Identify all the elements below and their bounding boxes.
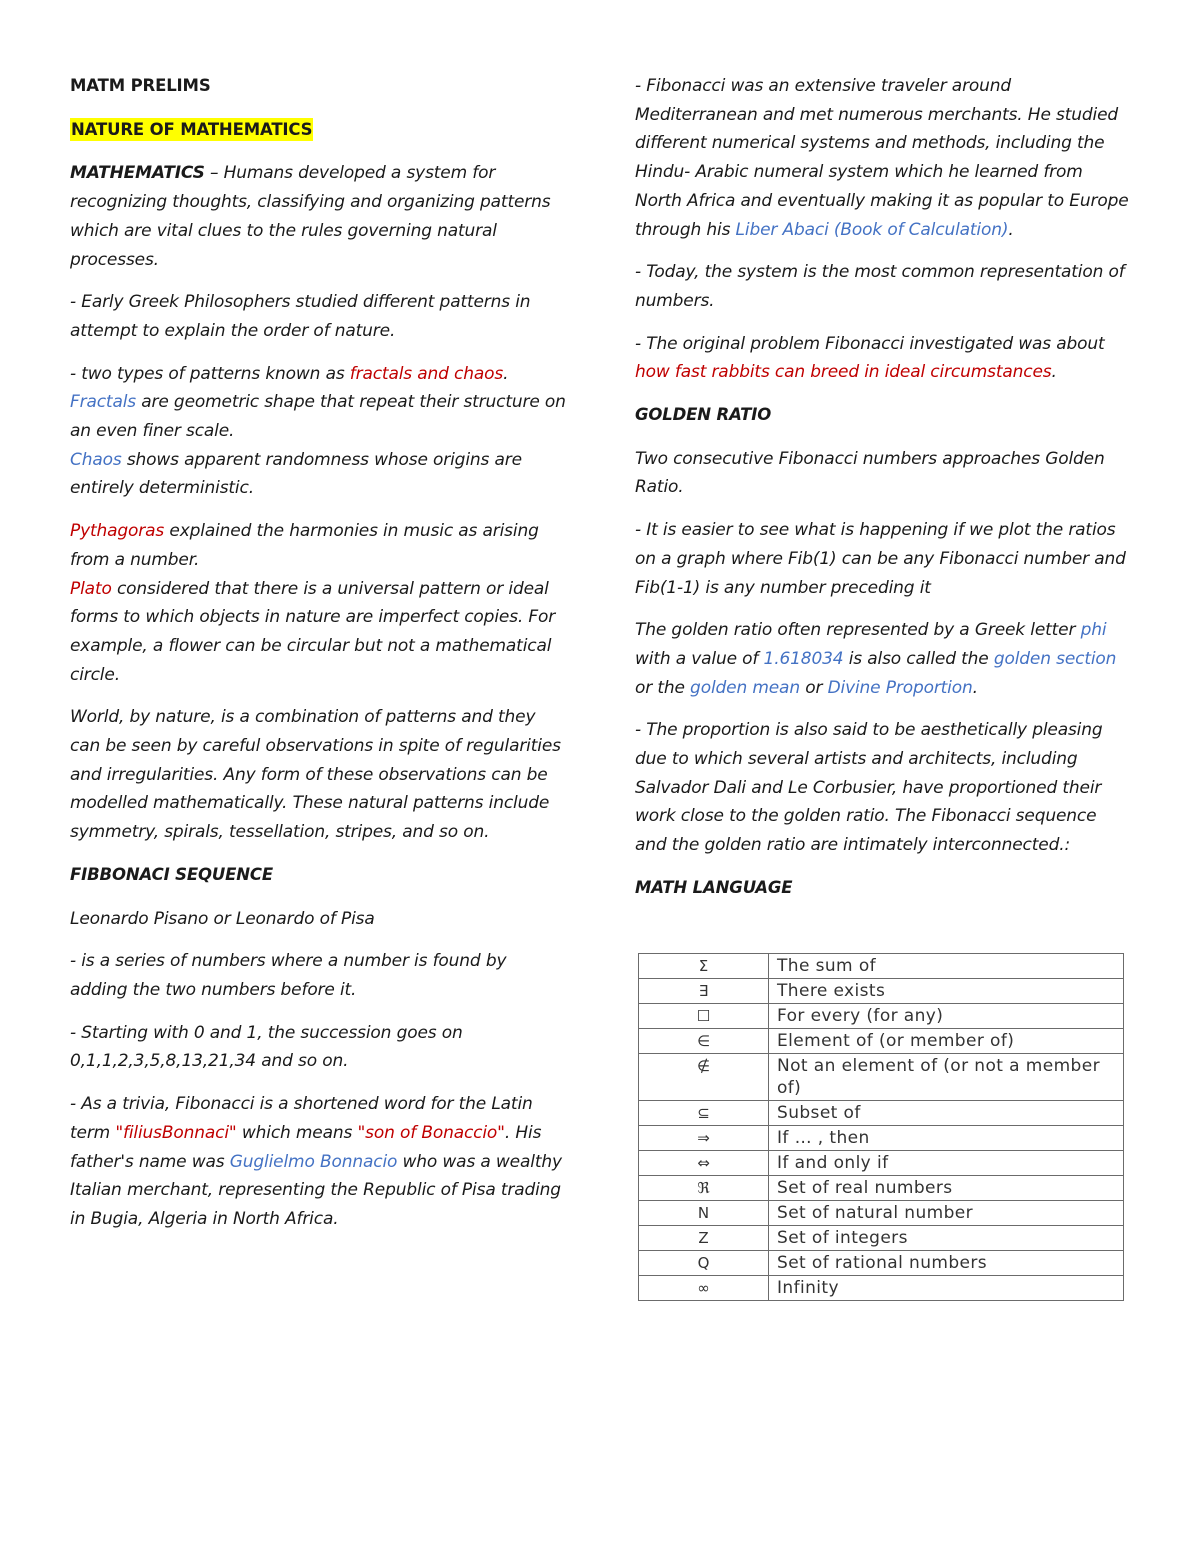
symbol-cell: ⇒ (639, 1126, 769, 1151)
symbol-cell: ∉ (639, 1054, 769, 1101)
starting-paragraph: - Starting with 0 and 1, the succession goes on 0,1,1,2,3,5,8,13,21,34 and so on. (70, 1022, 463, 1072)
table-row (639, 1226, 1124, 1251)
phi-term: phi (1080, 620, 1107, 641)
symbol-cell: N (639, 1201, 769, 1226)
phi-paragraph: The golden ratio often represented by a Greek letter phi with a value of 1.618034 is also called the golden section or the golden mean or Divine Proportion. (635, 620, 1117, 698)
meaning-cell: The sum of (769, 954, 1124, 979)
meaning-cell: If and only if (769, 1151, 1124, 1176)
section-heading-nature (70, 116, 568, 145)
leonardo-line: Leonardo Pisano or Leonardo of Pisa (70, 908, 375, 929)
symbol-cell: ☐ (639, 1004, 769, 1029)
symbol-cell: ∃ (639, 979, 769, 1004)
trivia-paragraph: - As a trivia, Fibonacci is a shortened word for the Latin term "filiusBonnaci" which means "son of Bonaccio". His father's name was Guglielmo Bonnacio who was a wealthy Italian merchant, representing the Republic of Pisa trading in Bugia, Algeria in North Africa. (70, 1094, 562, 1229)
meaning-cell: Set of integers (769, 1226, 1124, 1251)
table-row (639, 1276, 1124, 1301)
meaning-cell: Element of (or member of) (769, 1029, 1124, 1054)
plot-paragraph: - It is easier to see what is happening if we plot the ratios on a graph where Fib(1) can be any Fibonacci number and Fib(1-1) is any number preceding it (635, 520, 1126, 598)
rabbits-term: how fast rabbits can breed in ideal circumstances (635, 362, 1052, 383)
filius-bonnaci-term: "filiusBonnaci" (115, 1122, 237, 1143)
divine-proportion-term: Divine Proportion (827, 677, 973, 698)
golden-mean-term: golden mean (690, 677, 800, 698)
plato-term: Plato (70, 578, 112, 599)
pythagoras-term: Pythagoras (70, 521, 165, 542)
document-title: MATM PRELIMS (70, 76, 211, 95)
chaos-term: Chaos (70, 449, 122, 470)
table-row (639, 954, 1124, 979)
liber-abaci-term: Liber Abaci (Book of Calculation) (735, 219, 1009, 240)
mathematics-definition: MATHEMATICS – Humans developed a system for recognizing thoughts, classifying and organizing patterns which are vital clues to the rules governing natural processes. (70, 163, 551, 270)
left-column (70, 72, 568, 1248)
today-paragraph: - Today, the system is the most common representation of numbers. (635, 262, 1125, 311)
meaning-cell: There exists (769, 979, 1124, 1004)
table-row (639, 1251, 1124, 1276)
meaning-cell: Set of natural number (769, 1201, 1124, 1226)
meaning-cell: For every (for any) (769, 1004, 1124, 1029)
symbol-cell: ⊆ (639, 1101, 769, 1126)
table-row (639, 1101, 1124, 1126)
fractals-term: Fractals (70, 392, 136, 413)
section-heading-math-language: MATH LANGUAGE (635, 877, 793, 897)
right-column (635, 72, 1130, 918)
table-row (639, 1176, 1124, 1201)
symbol-cell: ℜ (639, 1176, 769, 1201)
math-language-table (638, 953, 1124, 1301)
section-heading-golden-ratio: GOLDEN RATIO (635, 405, 772, 425)
table-row (639, 1004, 1124, 1029)
aesthetic-paragraph: - The proportion is also said to be aesthetically pleasing due to which several artists and architects, including Salvador Dali and Le Corbusier, have proportioned their work close to the golden ratio. The Fibonacci sequence and the golden ratio are intimately interconnected.: (635, 720, 1103, 856)
consecutive-paragraph: Two consecutive Fibonacci numbers approaches Golden Ratio. (635, 448, 1105, 498)
meaning-cell: Set of rational numbers (769, 1251, 1124, 1276)
highlighted-heading: NATURE OF MATHEMATICS (71, 119, 313, 139)
son-of-bonaccio-term: "son of Bonaccio" (357, 1122, 505, 1143)
meaning-cell: Infinity (769, 1276, 1124, 1301)
table-row (639, 1126, 1124, 1151)
phi-value: 1.618034 (763, 648, 844, 669)
original-problem-paragraph: - The original problem Fibonacci investigated was about how fast rabbits can breed in ideal circumstances. (635, 333, 1105, 383)
meaning-cell: Not an element of (or not a member of) (769, 1054, 1124, 1101)
traveler-paragraph: - Fibonacci was an extensive traveler around Mediterranean and met numerous merchants. He studied different numerical systems and methods, including the Hindu- Arabic numeral system which he learned from North Africa and eventually making it as popular to Europe through his Liber Abaci (Book of Calculation). (635, 76, 1129, 240)
pythagoras-plato-paragraph: Pythagoras explained the harmonies in music as arising from a number. Plato considered that there is a universal pattern or ideal forms to which objects in nature are imperfect copies. For example, a flower can be circular but not a mathematical circle. (70, 521, 556, 685)
meaning-cell: Set of real numbers (769, 1176, 1124, 1201)
symbol-cell: ⇔ (639, 1151, 769, 1176)
table-row (639, 979, 1124, 1004)
patterns-paragraph: - two types of patterns known as fractals and chaos. Fractals are geometric shape that repeat their structure on an even finer scale. Chaos shows apparent randomness whose origins are entirely deterministic. (70, 363, 566, 499)
table-row (639, 1054, 1124, 1101)
symbol-cell: ∞ (639, 1276, 769, 1301)
table-row (639, 1029, 1124, 1054)
fractals-and-chaos-term: fractals and chaos (349, 363, 504, 384)
symbol-cell: Z (639, 1226, 769, 1251)
golden-section-term: golden section (993, 648, 1117, 669)
symbol-cell: Q (639, 1251, 769, 1276)
meaning-cell: Subset of (769, 1101, 1124, 1126)
table-row (639, 1151, 1124, 1176)
world-nature-paragraph: World, by nature, is a combination of patterns and they can be seen by careful observations in spite of regularities and irregularities. Any form of these observations can be modelled mathematically. These natural patterns include symmetry, spirals, tessellation, stripes, and so on. (70, 707, 561, 843)
series-paragraph: - is a series of numbers where a number is found by adding the two numbers before it. (70, 951, 507, 1000)
symbol-cell: Σ (639, 954, 769, 979)
symbol-cell: ∈ (639, 1029, 769, 1054)
guglielmo-term: Guglielmo Bonnacio (229, 1151, 398, 1172)
greek-philosophers-paragraph: - Early Greek Philosophers studied different patterns in attempt to explain the order of nature. (70, 292, 531, 341)
table-row (639, 1201, 1124, 1226)
meaning-cell: If … , then (769, 1126, 1124, 1151)
section-heading-fibonacci: FIBBONACI SEQUENCE (70, 864, 273, 884)
